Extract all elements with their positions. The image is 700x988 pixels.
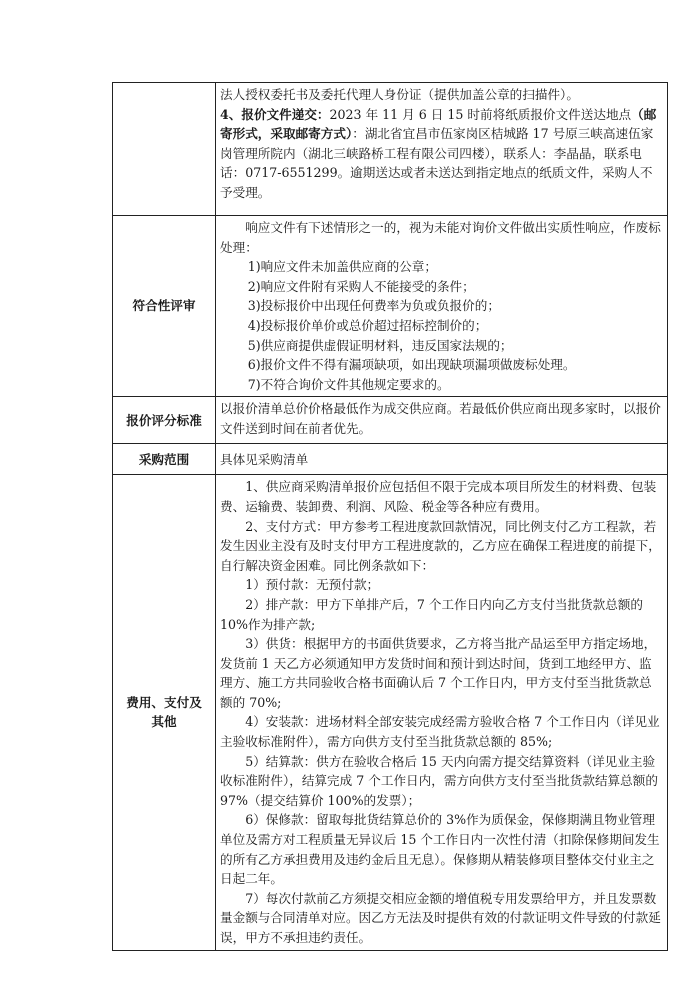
scope-cell — [216, 444, 668, 475]
scoring-text: 以报价清单总价价格最低作为成交供应商。若最低价供应商出现多家时，以报价文件送到时间在前者优先。 — [220, 401, 661, 436]
scope-label: 采购范围 — [113, 444, 216, 475]
payment-label-line1: 费用、支付及 — [126, 694, 202, 710]
compliance-item: 2)响应文件附有采购人不能接受的条件； — [247, 278, 475, 294]
payment-paragraph: 2）排产款：甲方下单排产后，7 个工作日内向乙方支付当批货款总额的 10%作为排产款; — [220, 596, 644, 632]
compliance-item: 4)投标报价单价或总价超过招标控制价的； — [247, 317, 488, 333]
submission-cell — [216, 83, 668, 216]
compliance-label: 符合性评审 — [113, 216, 216, 397]
compliance-item: 7)不符合询价文件其他规定要求的。 — [247, 376, 450, 392]
payment-paragraph: 5）结算款：供方在验收合格后 15 天内向需方提交结算资料（详见业主验收标准附件），结算完成 7 个工作日内，需方向供方支付至当批货款结算总额的 97%（提交结算价 100%的发票）； — [220, 753, 658, 808]
compliance-item: 5)供应商提供虚假证明材料，违反国家法规的； — [247, 337, 513, 353]
scope-text: 具体见采购清单 — [220, 451, 309, 467]
payment-paragraph: 7）每次付款前乙方须提交相应金额的增值税专用发票给甲方，并且发票数量金额与合同清单对应。因乙方无法及时提供有效的付款证明文件导致的付款延误，甲方不承担违约责任。 — [220, 890, 661, 945]
compliance-item: 6)报价文件不得有漏项缺项，如出现缺项漏项做废标处理。 — [247, 357, 576, 373]
payment-paragraph: 6）保修款：留取每批货结算总价的 3%作为质保金，保修期满且物业管理单位及需方对工程质量无异议后 15 个工作日内一次性付清（扣除保修期间发生的所有乙方承担费用及违约金后且无息）。保修期从精装修项目整体交付业主之日起二年。 — [220, 812, 660, 887]
row-scope — [113, 444, 668, 475]
payment-paragraph: 3）供货：根据甲方的书面供货要求，乙方将当批产品运至甲方指定场地，发货前 1 天乙方必须通知甲方发货时间和预计到达时间，货到工地经甲方、监理方、施工方共同验收合格书面确认后 7 个工作日内，甲方支付至当批货款总额的 70%; — [220, 636, 657, 710]
row-compliance — [113, 216, 668, 397]
payment-cell — [216, 475, 668, 950]
compliance-cell — [216, 216, 668, 397]
payment-paragraph: 2、支付方式：甲方参考工程进度款回款情况，同比例支付乙方工程款，若发生因业主没有及时支付甲方工程进度款的，乙方应在确保工程进度的前提下，自行解决资金困难。同比例条款如下： — [220, 518, 661, 573]
compliance-list — [220, 257, 663, 394]
payment-paragraph: 1、供应商采购清单报价应包括但不限于完成本项目所发生的材料费、包装费、运输费、装卸费、利润、风险、税金等各种应有费用。 — [220, 479, 657, 514]
submission-address: ：湖北省宜昌市伍家岗区桔城路 17 号原三峡高速伍家岗管理所院内（湖北三峡路桥工程有限公司四楼），联系人：李晶晶，联系电话：0717-6551299。逾期送达或者未送达到指定地点的纸质文件，采购人不予受理。 — [220, 126, 654, 200]
row-submission — [113, 83, 668, 216]
submission-paragraph — [220, 105, 663, 203]
scoring-cell — [216, 397, 668, 444]
row-scoring — [113, 397, 668, 444]
authorization-line: 法人授权委托书及委托代理人身份证（提供加盖公章的扫描件）。 — [220, 87, 579, 102]
payment-paragraph: 4）安装款：进场材料全部安装完成经需方验收合格 7 个工作日内（详见业主验收标准附件），需方向供方支付至当批货款总额的 85%; — [220, 714, 660, 750]
requirements-table — [112, 82, 668, 951]
payment-paragraph: 1）预付款：无预付款； — [245, 577, 380, 593]
submission-heading: 4、报价文件递交： — [220, 106, 330, 122]
compliance-intro: 响应文件有下述情形之一的，视为未能对询价文件做出实质性响应，作废标处理： — [220, 220, 661, 255]
submission-method: （邮寄形式，采取邮寄方式） — [220, 106, 657, 142]
row-payment — [113, 475, 668, 950]
compliance-item: 1)响应文件未加盖供应商的公章； — [247, 259, 437, 275]
compliance-item: 3)投标报价中出现任何费率为负或负报价的； — [247, 298, 500, 314]
submission-deadline: 2023 年 11 月 6 日 15 时前将纸质报价文件送达地点 — [329, 106, 632, 122]
payment-label-line2: 其他 — [151, 714, 177, 730]
scoring-label: 报价评分标准 — [113, 397, 216, 444]
row-label-empty — [113, 83, 216, 216]
payment-label — [113, 475, 216, 950]
